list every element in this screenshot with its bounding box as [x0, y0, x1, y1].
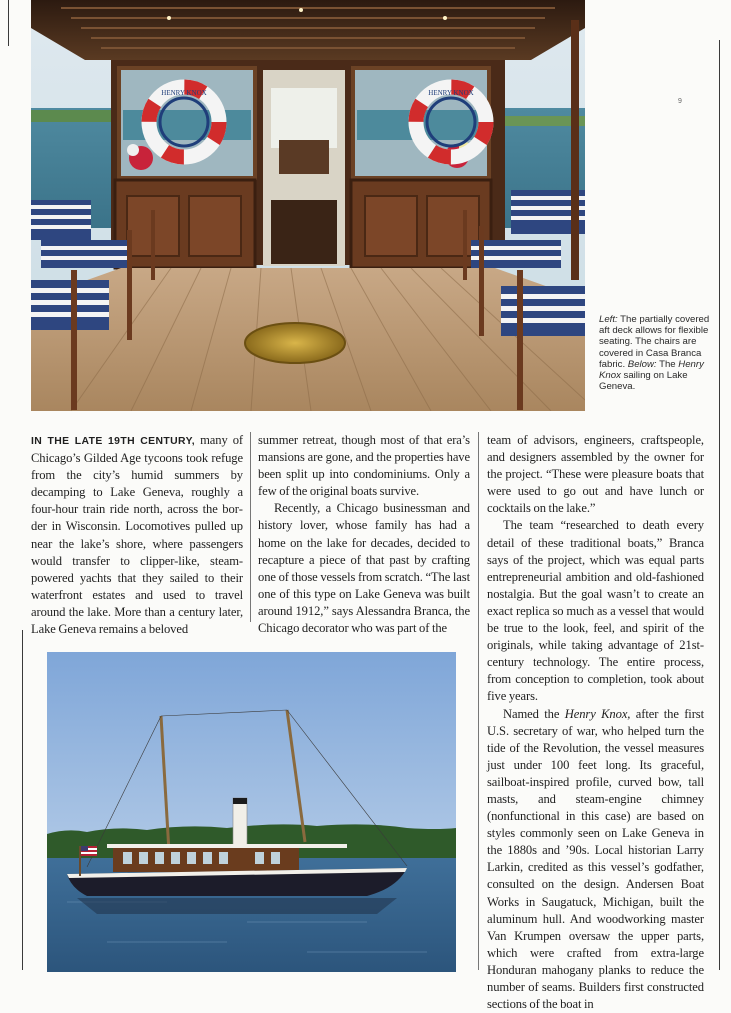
caption-direction-left: Left: — [599, 314, 618, 325]
top-left-rule — [8, 0, 9, 46]
caption-text-3: sailing on Lake Geneva. — [599, 370, 688, 392]
article-text: Named the — [503, 707, 565, 721]
caption-direction-below: Below: — [628, 359, 657, 370]
photo-caption — [599, 314, 714, 392]
article-column-3 — [487, 432, 704, 1013]
life-ring-left-text: HENRY KNOX — [161, 89, 206, 97]
article-text: many of Chicago’s Gilded Age tycoons took refuge from the city’s humid summers by decamping to Lake Geneva, roughly a four-hour train ride north, across the border in Wisconsin. Locomotives pulled up near the lake’s shore, where passengers would transfer to clipper-like, steam-powered yachts that they sailed to their waterfront estates and used to travel around the lake. More than a century later, Lake Geneva remains a beloved — [31, 433, 243, 636]
lead-in: IN THE LATE 19TH CENTURY, — [31, 436, 195, 447]
column-divider-right — [478, 432, 479, 970]
article-paragraph: The team “researched to death every detail of these traditional boats,” Branca says of the project, which was equal parts entrepreneurial ambition and old-fashioned nostalgia. But the goal wasn’t to create an exact replica so much as a vessel that would be true to the look, feel, and spirit of the originals, while taking advantage of 21st-century technology. The entire process, from conception to completion, took about five years. — [487, 517, 704, 705]
boat-name-italic: Henry Knox, — [565, 707, 631, 721]
article-paragraph — [487, 706, 704, 1013]
article-paragraph: team of advisors, engineers, craftspeople, and designers assembled by the owner for the project. “These were pleasure boats that were used to go out and have lunch or cocktails on the lake.” — [487, 432, 704, 517]
column-divider-left — [250, 432, 251, 622]
page-number: 9 — [678, 98, 682, 105]
caption-text-2: The — [657, 359, 679, 370]
life-ring-right-text: HENRY KNOX — [428, 89, 473, 97]
aft-deck-photo — [31, 0, 585, 411]
right-edge-rule — [719, 40, 720, 970]
caption-text-1: The partially covered aft deck allows for flexible seating. The chairs are covered in Casa Branca fabric. — [599, 314, 709, 370]
boat-sailing-illustration — [47, 652, 456, 972]
boat-sailing-photo — [47, 652, 456, 972]
article-paragraph — [31, 432, 243, 638]
article-paragraph: Recently, a Chicago businessman and history lover, whose family has had a home on the lake for decades, decided to recapture a piece of that past by crafting one of those vessels from scratch. “The last one of this type on Lake Geneva was built around 1912,” says Alessandra Branca, the Chicago decorator who was part of the — [258, 500, 470, 637]
caption-boat-name: Henry Knox — [599, 359, 704, 381]
article-column-2 — [258, 432, 470, 637]
article-column-1 — [31, 432, 243, 638]
left-edge-rule — [22, 630, 23, 970]
article-paragraph: summer retreat, though most of that era’s mansions are gone, and the properties have been split up into condominiums. Only a few of the original boats survive. — [258, 432, 470, 500]
article-text: after the first U.S. secretary of war, who helped turn the tide of the Revolution, the vessel measures just under 100 feet long. Its graceful, sailboat-inspired profile, curved bow, tall masts, and steam-engine chimney (nonfunctional in this case) are based on styles commonly seen on Lake Geneva in the 1880s and ’90s. Local historian Larry Larkin, credited as this vessel’s godfather, consulted on the design. Andersen Boat Works in Saugatuck, Michigan, built the aluminum hull. And woodworking master Van Krumpen oversaw the upper parts, which were crafted from extra-large Honduran mahogany planks to reduce the number of seams. Builders first constructed sections of the boat in — [487, 707, 704, 1012]
aft-deck-illustration — [31, 0, 585, 411]
